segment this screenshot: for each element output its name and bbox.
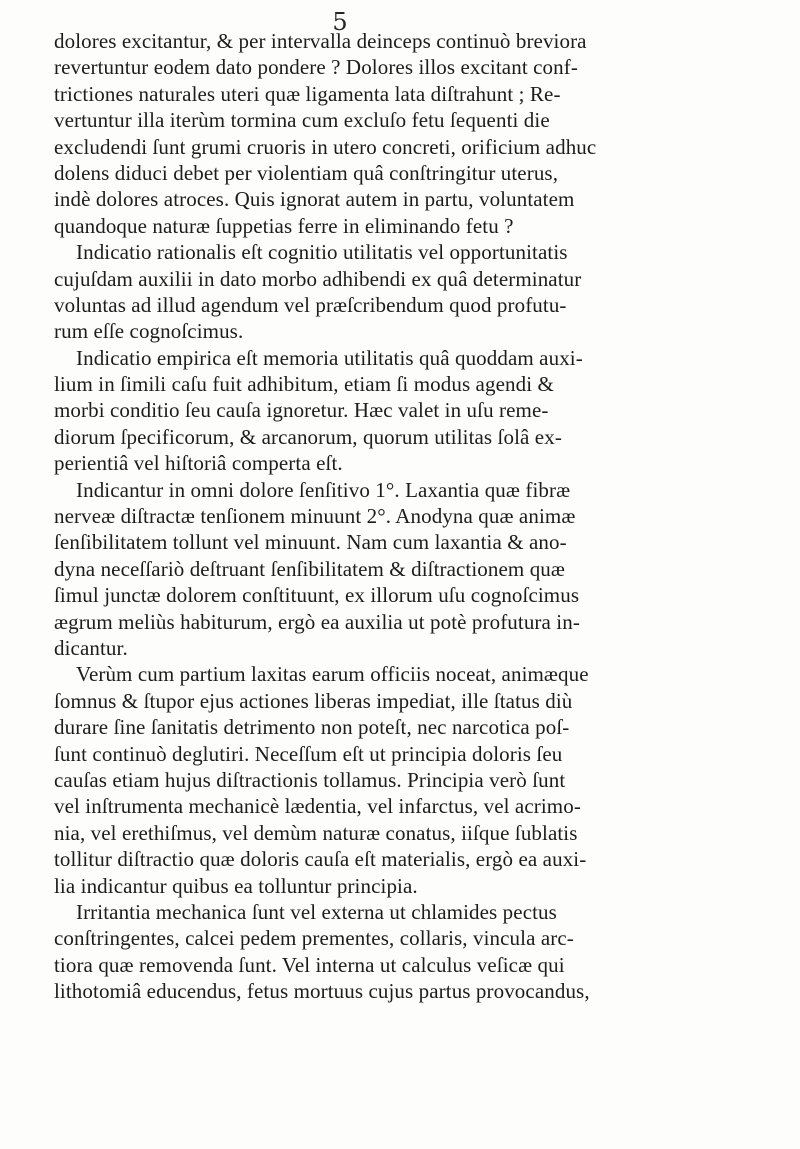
text-line: rum eſſe cognoſcimus. [54, 319, 244, 344]
body-text [54, 28, 744, 1004]
text-line: trictiones naturales uteri quæ ligamenta lata diſtrahunt ; Re- [54, 81, 561, 106]
text-line: durare ſine ſanitatis detrimento non poteſt, nec narcotica poſ- [54, 715, 570, 740]
text-line: voluntas ad illud agendum vel præſcribendum quod profutu- [54, 292, 567, 317]
text-line: revertuntur eodem dato pondere ? Dolores illos excitant conf- [54, 55, 578, 80]
text-line: tollitur diſtractio quæ doloris cauſa eſt materialis, ergò ea auxi- [54, 847, 587, 872]
page-number: 5 [332, 8, 348, 36]
text-line: cauſas etiam hujus diſtractionis tollamus. Principia verò ſunt [54, 767, 566, 792]
text-line: Indicatio rationalis eſt cognitio utilitatis vel opportunitatis [76, 240, 568, 265]
text-line: Indicantur in omni dolore ſenſitivo 1°. Laxantia quæ fibræ [76, 477, 571, 502]
text-line: Irritantia mechanica ſunt vel externa ut chlamides pectus [76, 899, 557, 924]
text-line: lia indicantur quibus ea tolluntur principia. [54, 873, 418, 898]
text-line: ſunt continuò deglutiri. Neceſſum eſt ut principia doloris ſeu [54, 741, 563, 766]
text-line: ſenſibilitatem tollunt vel minuunt. Nam cum laxantia & ano- [54, 530, 567, 555]
text-line: vel inſtrumenta mechanicè lædentia, vel infarctus, vel acrimo- [54, 794, 581, 819]
text-line: Indicatio empirica eſt memoria utilitatis quâ quoddam auxi- [76, 345, 583, 370]
text-line: quandoque naturæ ſuppetias ferre in eliminando fetu ? [54, 213, 514, 238]
text-line: ægrum meliùs habiturum, ergò ea auxilia ut potè profutura in- [54, 609, 580, 634]
text-line: vertuntur illa iterùm tormina cum excluſo fetu ſequenti die [54, 108, 550, 133]
text-line: dyna neceſſariò deſtruant ſenſibilitatem & diſtractionem quæ [54, 556, 566, 581]
text-line: indè dolores atroces. Quis ignorat autem in partu, voluntatem [54, 187, 575, 212]
text-line: lium in ſimili caſu fuit adhibitum, etiam ſi modus agendi & [54, 372, 554, 397]
text-line: dolores excitantur, & per intervalla deinceps continuò breviora [54, 29, 587, 53]
text-line: excludendi ſunt grumi cruoris in utero concreti, orificium adhuc [54, 134, 597, 159]
text-line: conſtringentes, calcei pedem prementes, collaris, vincula arc- [54, 926, 574, 951]
text-line: Verùm cum partium laxitas earum officiis noceat, animæque [76, 662, 589, 687]
text-line: nerveæ diſtractæ tenſionem minuunt 2°. Anodyna quæ animæ [54, 504, 576, 529]
text-line: dolens diduci debet per violentiam quâ conſtringitur uterus, [54, 160, 559, 185]
text-line: cujuſdam auxilii in dato morbo adhibendi ex quâ determinatur [54, 266, 582, 291]
text-line: perientiâ vel hiſtoriâ comperta eſt. [54, 451, 343, 476]
text-line: nia, vel erethiſmus, vel demùm naturæ conatus, iiſque ſublatis [54, 820, 578, 845]
text-line: tiora quæ removenda ſunt. Vel interna ut calculus veſicæ qui [54, 952, 565, 977]
text-line: ſimul junctæ dolorem conſtituunt, ex illorum uſu cognoſcimus [54, 583, 580, 608]
text-line: lithotomiâ educendus, fetus mortuus cujus partus provocandus, [54, 979, 590, 1004]
text-line: ſomnus & ſtupor ejus actiones liberas impediat, ille ſtatus diù [54, 688, 573, 713]
text-line: morbi conditio ſeu cauſa ignoretur. Hæc valet in uſu reme- [54, 398, 549, 423]
text-line: diorum ſpecificorum, & arcanorum, quorum utilitas ſolâ ex- [54, 424, 562, 449]
text-line: dicantur. [54, 635, 128, 660]
